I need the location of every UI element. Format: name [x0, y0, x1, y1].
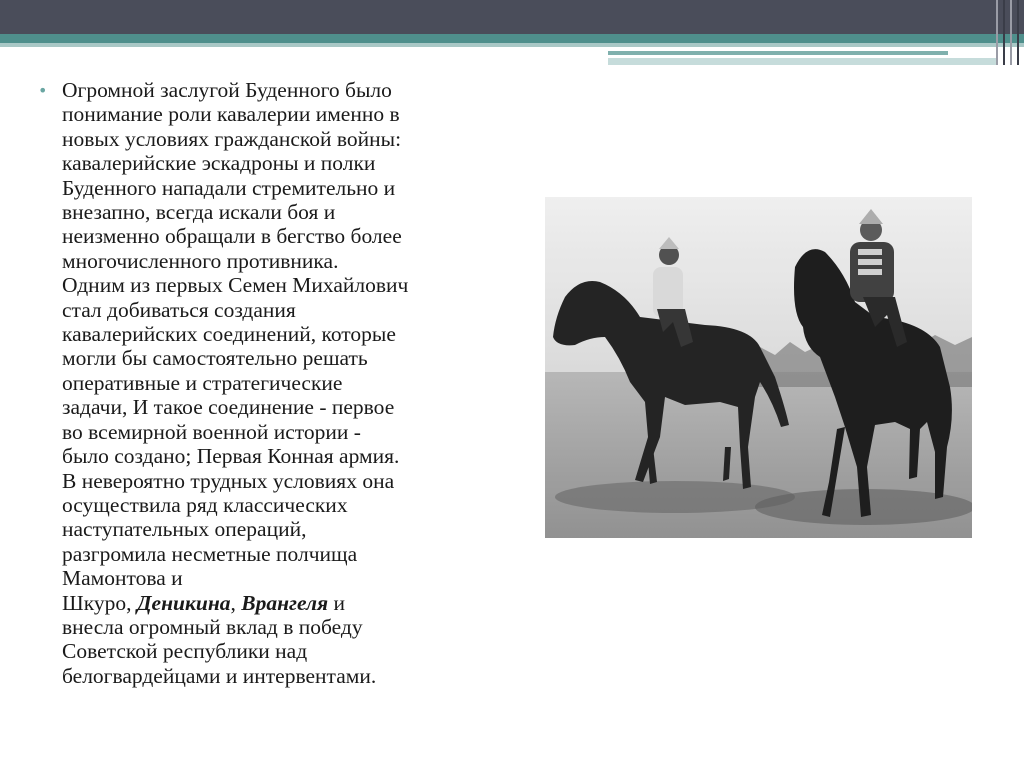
- body-paragraph: [62, 78, 518, 688]
- header-divider-line: [996, 0, 998, 65]
- slide-body: [38, 78, 518, 688]
- cavalry-photo: [545, 197, 972, 538]
- paragraph-text-part2: и внесла огромный вклад в победу Советской республики над белогвардейцами и интервентами.: [62, 590, 377, 688]
- header-divider-line: [1003, 0, 1005, 65]
- name-wrangel: Врангеля: [241, 590, 329, 615]
- header-divider-line: [1010, 0, 1012, 65]
- paragraph-text-part1: Огромной заслугой Буденного было понимание роли кавалерии именно в новых условиях гражданской войны: кавалерийские эскадроны и полки Буденного нападали стремительно и внезапно, всегда искали боя и неизменно обращали в бегство более многочисленного противника. Одним из первых Семен Михайлович стал добиваться создания кавалерийских соединений, которые могли бы самостоятельно решать оперативные и стратегические задачи, И такое соединение - первое во всемирной военной истории - было создано; Первая Конная армия. В невероятно трудных условиях она осуществила ряд классических наступательных операций, разгромила несметные полчища Мамонтова и Шкуро,: [62, 78, 409, 615]
- header-divider-line: [1017, 0, 1019, 65]
- name-denikin: Деникина: [136, 590, 231, 615]
- header-accent-stripe-short: [608, 51, 948, 55]
- header-bar: [0, 0, 1024, 34]
- separator-comma: ,: [230, 590, 242, 615]
- header-accent-light-short: [608, 58, 998, 65]
- bullet-marker: •: [38, 81, 48, 100]
- header-accent-stripe: [0, 34, 1024, 43]
- header-accent-light: [0, 43, 1024, 47]
